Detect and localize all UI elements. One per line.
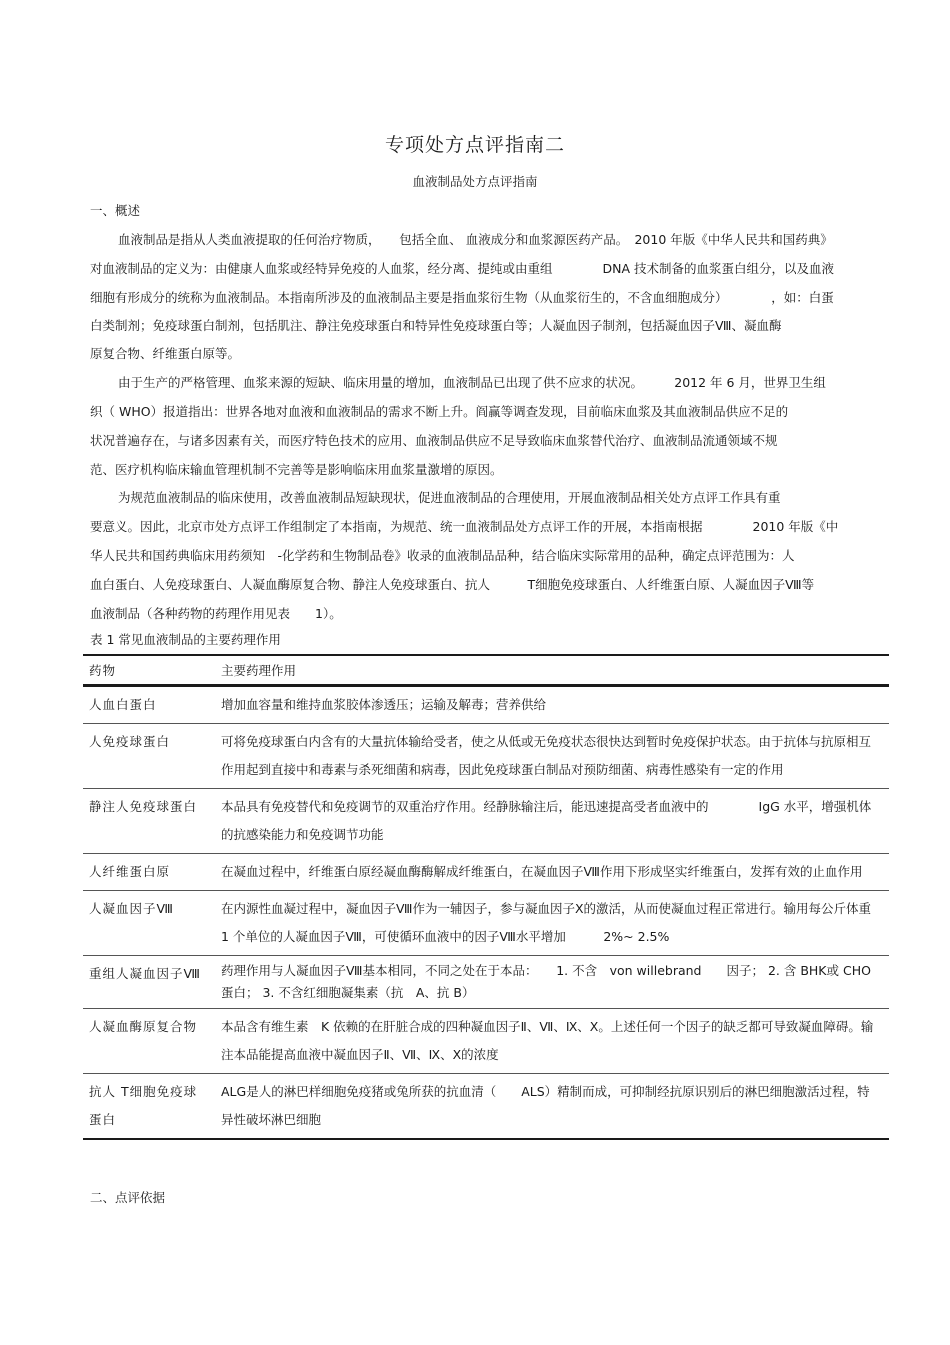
paragraph-line: 范、医疗机构临床输血管理机制不完善等是影响临床用血浆量激增的原因。 bbox=[90, 462, 503, 477]
table-header-row bbox=[83, 655, 889, 686]
paragraph-line: 织（ WHO）报道指出：世界各地对血液和血液制品的需求不断上升。阎赢等调查发现，目前临床血浆及其血液制品供应不足的 bbox=[90, 404, 789, 419]
paragraph-line: 白类制剂；免疫球蛋白制剂，包括肌注、静注免疫球蛋白和特异性免疫球蛋白等；人凝血因子制剂，包括凝血因子Ⅷ、凝血酶 bbox=[90, 318, 782, 333]
table-header-action: 主要药理作用 bbox=[215, 655, 889, 686]
table-row bbox=[83, 854, 889, 891]
section-heading-overview: 一、概述 bbox=[90, 203, 141, 218]
table-row bbox=[83, 891, 889, 956]
document-title: 专项处方点评指南二 bbox=[384, 134, 565, 156]
drug-action-cell: 可将免疫球蛋白内含有的大量抗体输给受者，使之从低或无免疫状态很快达到暂时免疫保护状态。由于抗体与抗原相互作用起到直接中和毒素与杀死细菌和病毒，因此免疫球蛋白制品对预防细菌、病毒性感染有一定的作用 bbox=[215, 724, 889, 789]
drug-name-cell: 抗人 T细胞免疫球蛋白 bbox=[83, 1074, 215, 1140]
paragraph-line: 华人民共和国药典临床用药须知 -化学药和生物制品卷》收录的血液制品品种，结合临床实际常用的品种，确定点评范围为：人 bbox=[90, 548, 795, 563]
drug-action-cell: 本品具有免疫替代和免疫调节的双重治疗作用。经静脉输注后，能迅速提高受者血液中的 IgG 水平，增强机体的抗感染能力和免疫调节功能 bbox=[215, 789, 889, 854]
drug-name-cell: 人免疫球蛋白 bbox=[83, 724, 215, 789]
paragraph-line: 要意义。因此，北京市处方点评工作组制定了本指南，为规范、统一血液制品处方点评工作的开展，本指南根据 2010 年版《中 bbox=[90, 519, 839, 534]
paragraph-line: 对血液制品的定义为：由健康人血浆或经特异免疫的人血浆，经分离、提纯或由重组 DNA 技术制备的血浆蛋白组分，以及血液 bbox=[90, 261, 835, 276]
drug-action-cell: 增加血容量和维持血浆胶体渗透压；运输及解毒；营养供给 bbox=[215, 686, 889, 724]
drug-name-cell: 人凝血因子Ⅷ bbox=[83, 891, 215, 956]
drug-action-cell: 本品含有维生素 K 依赖的在肝脏合成的四种凝血因子Ⅱ、Ⅶ、Ⅸ、Ⅹ。上述任何一个因子的缺乏都可导致凝血障碍。输注本品能提高血液中凝血因子Ⅱ、Ⅶ、Ⅸ、Ⅹ的浓度 bbox=[215, 1009, 889, 1074]
paragraph-line: 血白蛋白、人免疫球蛋白、人凝血酶原复合物、静注人免疫球蛋白、抗人 T细胞免疫球蛋白、人纤维蛋白原、人凝血因子Ⅷ等 bbox=[90, 577, 815, 592]
section-heading-basis: 二、点评依据 bbox=[90, 1190, 166, 1205]
table-row bbox=[83, 1074, 889, 1140]
paragraph-line: 由于生产的严格管理、血浆来源的短缺、临床用量的增加，血液制品已出现了供不应求的状况。 2012 年 6 月，世界卫生组 bbox=[118, 375, 826, 390]
drug-name-cell: 静注人免疫球蛋白 bbox=[83, 789, 215, 854]
drug-action-cell: 药理作用与人凝血因子Ⅷ基本相同，不同之处在于本品： 1. 不含 von willebrand 因子； 2. 含 BHK或 CHO 蛋白； 3. 不含红细胞凝集素（抗 A、抗 B） bbox=[215, 956, 889, 1009]
drug-name-cell: 重组人凝血因子Ⅷ bbox=[83, 956, 215, 1009]
paragraph-line: 为规范血液制品的临床使用，改善血液制品短缺现状，促进血液制品的合理使用，开展血液制品相关处方点评工作具有重 bbox=[118, 490, 781, 505]
drug-action-table bbox=[83, 654, 889, 1140]
drug-name-cell: 人血白蛋白 bbox=[83, 686, 215, 724]
document-subtitle: 血液制品处方点评指南 bbox=[412, 174, 538, 189]
table-row bbox=[83, 956, 889, 1009]
table-row bbox=[83, 724, 889, 789]
drug-action-cell: 在内源性血凝过程中，凝血因子Ⅷ作为一辅因子，参与凝血因子Ⅹ的激活，从而使凝血过程正常进行。输用每公斤体重 1 个单位的人凝血因子Ⅷ，可使循环血液中的因子Ⅷ水平增加 2%~ 2.5% bbox=[215, 891, 889, 956]
drug-name-cell: 人凝血酶原复合物 bbox=[83, 1009, 215, 1074]
drug-action-cell: 在凝血过程中，纤维蛋白原经凝血酶酶解成纤维蛋白，在凝血因子Ⅷ作用下形成坚实纤维蛋白，发挥有效的止血作用 bbox=[215, 854, 889, 891]
drug-name-cell: 人纤维蛋白原 bbox=[83, 854, 215, 891]
table-row bbox=[83, 1009, 889, 1074]
paragraph-line: 细胞有形成分的统称为血液制品。本指南所涉及的血液制品主要是指血浆衍生物（从血浆衍生的，不含血细胞成分） ，如：白蛋 bbox=[90, 290, 834, 305]
paragraph-line: 血液制品是指从人类血液提取的任何治疗物质， 包括全血、 血液成分和血浆源医药产品。 2010 年版《中华人民共和国药典》 bbox=[118, 232, 833, 247]
drug-action-cell: ALG是人的淋巴样细胞免疫猪或兔所获的抗血清（ ALS）精制而成，可抑制经抗原识别后的淋巴细胞激活过程，特异性破坏淋巴细胞 bbox=[215, 1074, 889, 1140]
paragraph-line: 原复合物、纤维蛋白原等。 bbox=[90, 346, 241, 361]
table-row bbox=[83, 686, 889, 724]
paragraph-line: 状况普遍存在，与诸多因素有关，而医疗特色技术的应用、血液制品供应不足导致临床血浆替代治疗、血液制品流通领域不规 bbox=[90, 433, 778, 448]
table-caption: 表 1 常见血液制品的主要药理作用 bbox=[90, 632, 281, 647]
table-header-drug: 药物 bbox=[83, 655, 215, 686]
table-row bbox=[83, 789, 889, 854]
paragraph-line: 血液制品（各种药物的药理作用见表 1）。 bbox=[90, 606, 342, 621]
